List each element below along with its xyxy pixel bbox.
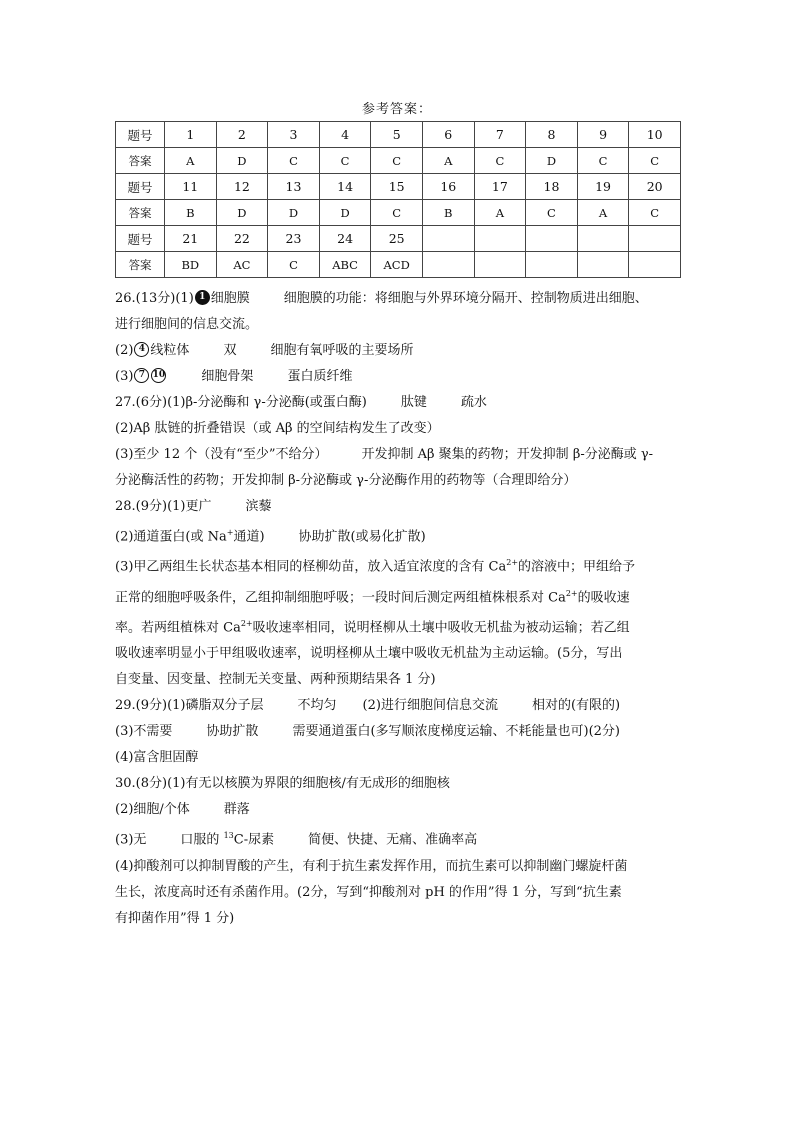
q28-line-6: 吸收速率明显小于甲组吸收速率，说明柽柳从土壤中吸收无机盐为主动运输。(5分，写出 bbox=[115, 646, 623, 662]
table-cell bbox=[422, 252, 474, 278]
table-cell: 6 bbox=[422, 122, 474, 148]
table-cell bbox=[474, 252, 526, 278]
table-cell: 14 bbox=[319, 174, 371, 200]
table-cell: AC bbox=[216, 252, 268, 278]
table-cell bbox=[629, 226, 681, 252]
table-cell: 15 bbox=[371, 174, 423, 200]
table-cell bbox=[474, 226, 526, 252]
q26-line-3: (2) 4 线粒体 双 细胞有氧呼吸的主要场所 bbox=[115, 343, 414, 358]
table-cell: D bbox=[216, 200, 268, 226]
table-row bbox=[116, 200, 681, 226]
table-cell: A bbox=[474, 200, 526, 226]
q26-line-4: (3) 7 10 细胞骨架 蛋白质纤维 bbox=[115, 369, 353, 384]
table-cell: D bbox=[216, 148, 268, 174]
table-cell: A bbox=[422, 148, 474, 174]
table-cell bbox=[526, 252, 578, 278]
table-row bbox=[116, 148, 681, 174]
q30-line-2: (2)细胞/个体 群落 bbox=[115, 802, 250, 818]
table-cell bbox=[629, 252, 681, 278]
table-cell: C bbox=[268, 252, 320, 278]
table-cell: 10 bbox=[629, 122, 681, 148]
table-cell: C bbox=[268, 148, 320, 174]
table-cell: C bbox=[526, 200, 578, 226]
table-cell: 16 bbox=[422, 174, 474, 200]
table-cell: C bbox=[371, 148, 423, 174]
q26-line-2: 进行细胞间的信息交流。 bbox=[115, 317, 259, 332]
table-cell: 13 bbox=[268, 174, 320, 200]
q27-line-1: 27.(6分)(1)β-分泌酶和 γ-分泌酶(或蛋白酶) 肽键 疏水 bbox=[115, 395, 487, 410]
q29-line-2: (3)不需要 协助扩散 需要通道蛋白(多写顺浓度梯度运输、不耗能量也可)(2分) bbox=[115, 724, 620, 740]
q28-line-5: 率。若两组植株对 $Ca^{2+}$吸收速率相同，说明柽柳从土壤中吸收无机盐为被动运输；若乙组 bbox=[115, 618, 630, 636]
q30-line-6: 有抑菌作用”得 1 分) bbox=[115, 910, 235, 926]
table-cell bbox=[526, 226, 578, 252]
circled-number-icon: 7 bbox=[134, 368, 149, 383]
table-cell: 7 bbox=[474, 122, 526, 148]
q27-line-2: (2)Aβ 肽链的折叠错误（或 Aβ 的空间结构发生了改变） bbox=[115, 421, 440, 436]
table-cell: C bbox=[319, 148, 371, 174]
table-cell: 2 bbox=[216, 122, 268, 148]
table-cell: 22 bbox=[216, 226, 268, 252]
table-cell: C bbox=[371, 200, 423, 226]
table-row-header: 题号 bbox=[116, 174, 165, 200]
q28-line-1: 28.(9分)(1)更广 滨藜 bbox=[115, 499, 272, 514]
circled-number-icon: 4 bbox=[134, 342, 149, 357]
q30-line-4: (4)抑酸剂可以抑制胃酸的产生，有利于抗生素发挥作用，而抗生素可以抑制幽门螺旋杆菌 bbox=[115, 858, 628, 874]
table-cell: B bbox=[422, 200, 474, 226]
table-cell: BD bbox=[165, 252, 217, 278]
table-cell bbox=[577, 226, 629, 252]
q29-line-3: (4)富含胆固醇 bbox=[115, 750, 199, 766]
q27-line-4: 分泌酶活性的药物；开发抑制 β-分泌酶或 γ-分泌酶作用的药物等（合理即给分） bbox=[115, 473, 577, 488]
table-cell: 1 bbox=[165, 122, 217, 148]
q27-line-3: (3)至少 12 个（没有“至少”不给分） 开发抑制 Aβ 聚集的药物；开发抑制 β-分泌酶或 γ- bbox=[115, 447, 654, 462]
table-cell bbox=[577, 252, 629, 278]
answer-body bbox=[115, 286, 685, 932]
table-cell: 25 bbox=[371, 226, 423, 252]
table-cell: A bbox=[165, 148, 217, 174]
table-cell: 20 bbox=[629, 174, 681, 200]
table-row bbox=[116, 174, 681, 200]
table-cell: 19 bbox=[577, 174, 629, 200]
table-cell: 3 bbox=[268, 122, 320, 148]
table-cell: 4 bbox=[319, 122, 371, 148]
table-cell: ACD bbox=[371, 252, 423, 278]
table-row-header: 答案 bbox=[116, 200, 165, 226]
table-row bbox=[116, 122, 681, 148]
table-cell: C bbox=[629, 200, 681, 226]
table-row-header: 答案 bbox=[116, 252, 165, 278]
table-cell: B bbox=[165, 200, 217, 226]
table-cell: 24 bbox=[319, 226, 371, 252]
table-cell: 23 bbox=[268, 226, 320, 252]
answer-table bbox=[115, 121, 681, 278]
table-cell: 12 bbox=[216, 174, 268, 200]
table-cell: D bbox=[526, 148, 578, 174]
table-cell: A bbox=[577, 200, 629, 226]
q28-line-3: (3)甲乙两组生长状态基本相同的柽柳幼苗，放入适宜浓度的含有 $Ca^{2+}$的溶液中；甲组给予 bbox=[115, 558, 636, 575]
table-cell: 11 bbox=[165, 174, 217, 200]
table-row bbox=[116, 252, 681, 278]
table-cell: C bbox=[474, 148, 526, 174]
q28-line-4: 正常的细胞呼吸条件，乙组抑制细胞呼吸；一段时间后测定两组植株根系对 $Ca^{2+}$的吸收速 bbox=[115, 588, 630, 605]
table-cell: 21 bbox=[165, 226, 217, 252]
table-row-header: 答案 bbox=[116, 148, 165, 174]
q30-line-1: 30.(8分)(1)有无以核膜为界限的细胞核/有无成形的细胞核 bbox=[115, 776, 450, 792]
q26-line-1: 26.(13分)(1) 1 细胞膜 细胞膜的功能：将细胞与外界环境分隔开、控制物质进出细胞、 bbox=[115, 291, 648, 306]
table-cell: 18 bbox=[526, 174, 578, 200]
table-cell bbox=[422, 226, 474, 252]
table-cell: 5 bbox=[371, 122, 423, 148]
table-cell: C bbox=[577, 148, 629, 174]
q29-line-1: 29.(9分)(1)磷脂双分子层 不均匀 (2)进行细胞间信息交流 相对的(有限的) bbox=[115, 698, 621, 714]
circled-number-icon: 10 bbox=[151, 368, 166, 383]
table-cell: 9 bbox=[577, 122, 629, 148]
table-cell: D bbox=[319, 200, 371, 226]
table-row-header: 题号 bbox=[116, 226, 165, 252]
table-row-header: 题号 bbox=[116, 122, 165, 148]
table-cell: 17 bbox=[474, 174, 526, 200]
table-cell: 8 bbox=[526, 122, 578, 148]
circled-number-icon: 1 bbox=[195, 290, 210, 305]
table-cell: ABC bbox=[319, 252, 371, 278]
page-title: 参考答案： bbox=[361, 102, 432, 117]
q28-line-2: (2)通道蛋白(或 Na+通道) 协助扩散(或易化扩散) bbox=[115, 528, 426, 545]
q30-line-3: (3)无 口服的 $^{13}$C-尿素 简便、快捷、无痛、准确率高 bbox=[115, 831, 478, 848]
q28-line-7: 自变量、因变量、控制无关变量、两种预期结果各 1 分) bbox=[115, 672, 436, 688]
table-cell: D bbox=[268, 200, 320, 226]
q30-line-5: 生长，浓度高时还有杀菌作用。(2分，写到“抑酸剂对 pH 的作用”得 1 分，写到“抗生素 bbox=[115, 884, 622, 900]
table-row bbox=[116, 226, 681, 252]
table-cell: C bbox=[629, 148, 681, 174]
